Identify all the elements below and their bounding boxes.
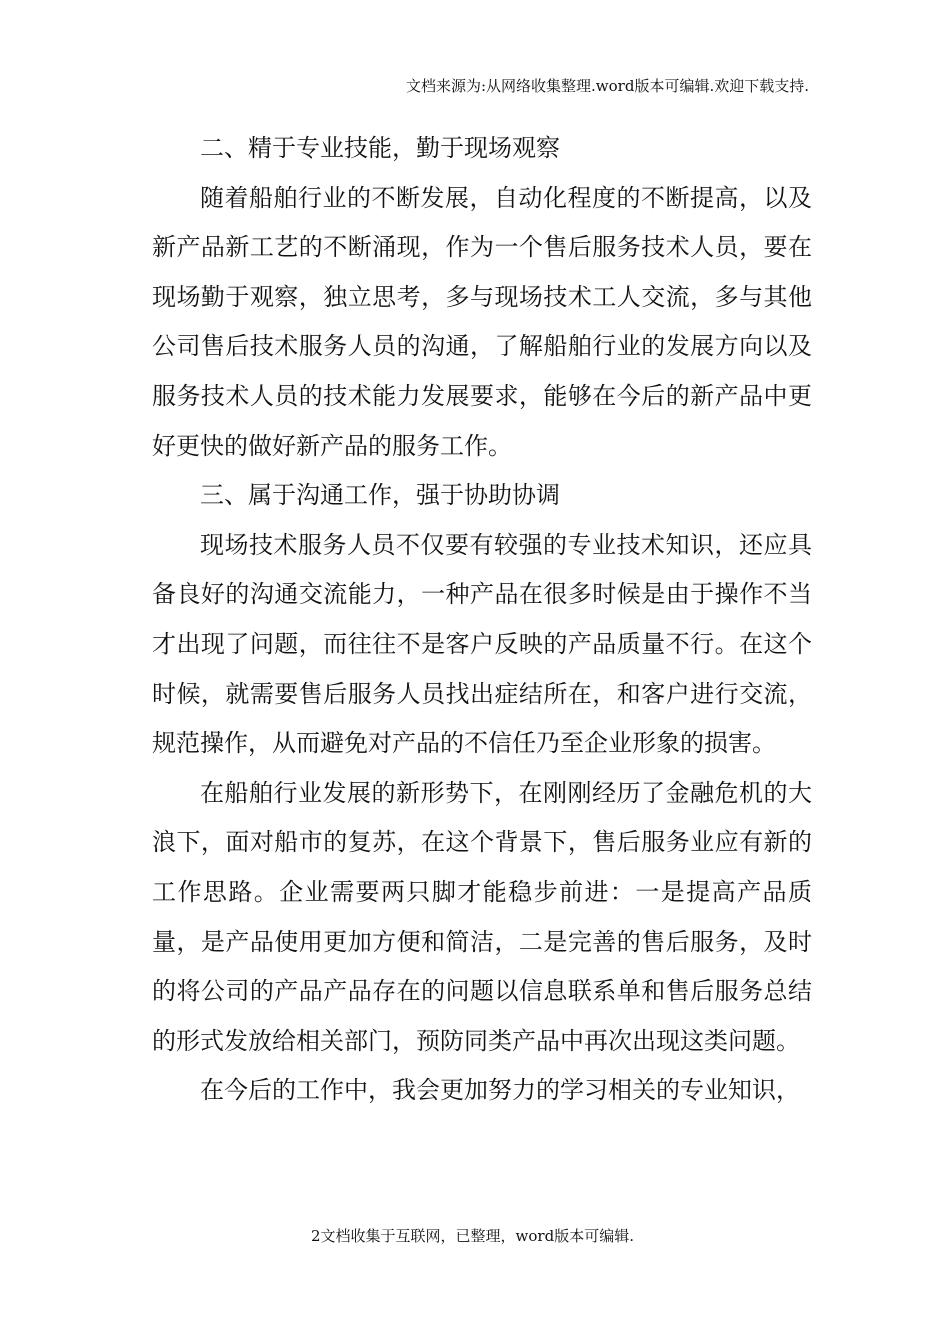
paragraph: 在今后的工作中，我会更加努力的学习相关的专业知识，: [200, 1076, 800, 1105]
paragraph: 在船舶行业发展的新形势下，在刚刚经历了金融危机的大浪下，面对船市的复苏，在这个背景下，售后服务业应有新的工作思路。企业需要两只脚才能稳步前进：一是提高产品质量，是产品使用更加方便和简洁，二是完善的售后服务，及时的将公司的产品产品存在的问题以信息联系单和售后服务总结的形式发放给相关部门，预防同类产品中再次出现这类问题。: [152, 778, 812, 1055]
header-note: 文档来源为:从网络收集整理.word版本可编辑.欢迎下载支持.: [405, 77, 809, 95]
section-heading-3: 三、属于沟通工作，强于协助协调: [200, 481, 560, 510]
section-heading-2: 二、精于专业技能，勤于现场观察: [200, 134, 560, 162]
paragraph: 随着船舶行业的不断发展，自动化程度的不断提高，以及新产品新工艺的不断涌现，作为一个售后服务技术人员，要在现场勤于观察，独立思考，多与现场技术工人交流，多与其他公司售后技术服务人员的沟通，了解船舶行业的发展方向以及服务技术人员的技术能力发展要求，能够在今后的新产品中更好更快的做好新产品的服务工作。: [152, 183, 812, 460]
footer-note: 2文档收集于互联网，已整理，word版本可编辑.: [311, 1227, 634, 1245]
paragraph: 现场技术服务人员不仅要有较强的专业技术知识，还应具备良好的沟通交流能力，一种产品在很多时候是由于操作不当才出现了问题，而往往不是客户反映的产品质量不行。在这个时候，就需要售后服务人员找出症结所在，和客户进行交流，规范操作，从而避免对产品的不信任乃至企业形象的损害。: [152, 530, 812, 758]
document-body: [152, 124, 812, 1116]
